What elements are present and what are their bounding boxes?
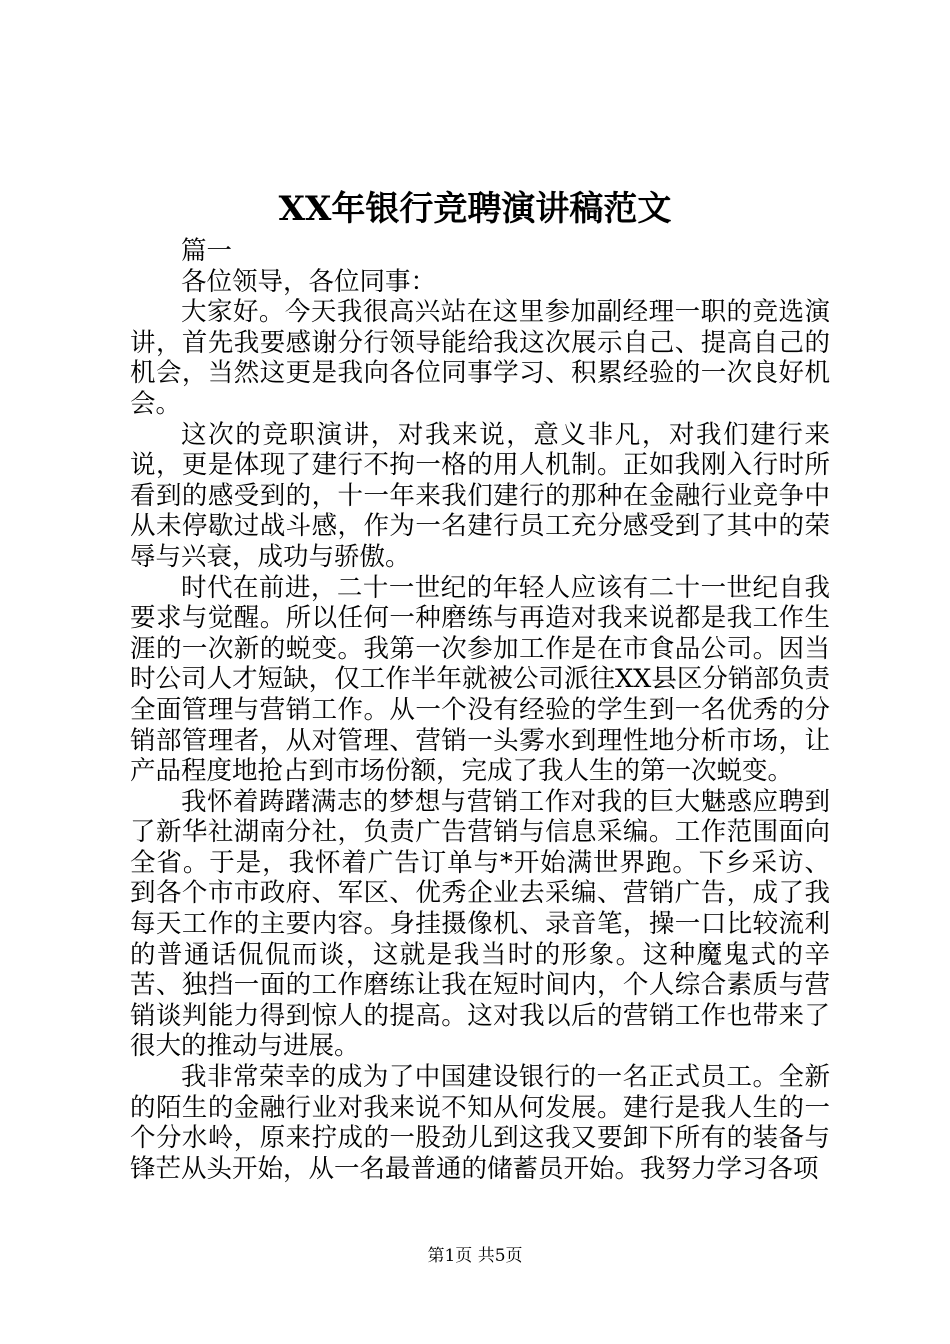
paragraph: 我怀着踌躇满志的梦想与营销工作对我的巨大魅惑应聘到了新华社湖南分社，负责广告营销与信息采编。工作范围面向全省。于是，我怀着广告订单与*开始满世界跑。下乡采访、到各个市市政府、军区、优秀企业去采编、营销广告，成了我每天工作的主要内容。身挂摄像机、录音笔，操一口比较流利的普通话侃侃而谈，这就是我当时的形象。这种魔鬼式的辛苦、独挡一面的工作磨练让我在短时间内，个人综合素质与营销谈判能力得到惊人的提高。这对我以后的营销工作也带来了很大的推动与进展。 xyxy=(130,786,830,1062)
document-body xyxy=(130,236,830,1184)
paragraph: 大家好。今天我很高兴站在这里参加副经理一职的竞选演讲，首先我要感谢分行领导能给我这次展示自己、提高自己的机会，当然这更是我向各位同事学习、积累经验的一次良好机会。 xyxy=(130,297,830,419)
paragraph-salutation: 各位领导，各位同事： xyxy=(181,266,437,297)
paragraph-section-heading: 篇一 xyxy=(181,236,233,266)
document-title: XX年银行竞聘演讲稿范文 xyxy=(278,189,672,229)
paragraph: 时代在前进，二十一世纪的年轻人应该有二十一世纪自我要求与觉醒。所以任何一种磨练与再造对我来说都是我工作生涯的一次新的蜕变。我第一次参加工作是在市食品公司。因当时公司人才短缺，仅工作半年就被公司派往XX县区分销部负责全面管理与营销工作。从一个没有经验的学生到一名优秀的分销部管理者，从对管理、营销一头雾水到理性地分析市场，让产品程度地抢占到市场份额，完成了我人生的第一次蜕变。 xyxy=(130,572,830,787)
page-footer xyxy=(0,1245,950,1267)
paragraph: 我非常荣幸的成为了中国建设银行的一名正式员工。全新的陌生的金融行业对我来说不知从何发展。建行是我人生的一个分水岭，原来拧成的一股劲儿到这我又要卸下所有的装备与锋芒从头开始，从一名最普通的储蓄员开始。我努力学习各项 xyxy=(130,1062,830,1184)
paragraph: 这次的竞职演讲，对我来说，意义非凡，对我们建行来说，更是体现了建行不拘一格的用人机制。正如我刚入行时所看到的感受到的，十一年来我们建行的那种在金融行业竞争中从未停歇过战斗感，作为一名建行员工充分感受到了其中的荣辱与兴衰，成功与骄傲。 xyxy=(130,419,830,572)
page-number: 第1页 共5页 xyxy=(427,1246,523,1266)
